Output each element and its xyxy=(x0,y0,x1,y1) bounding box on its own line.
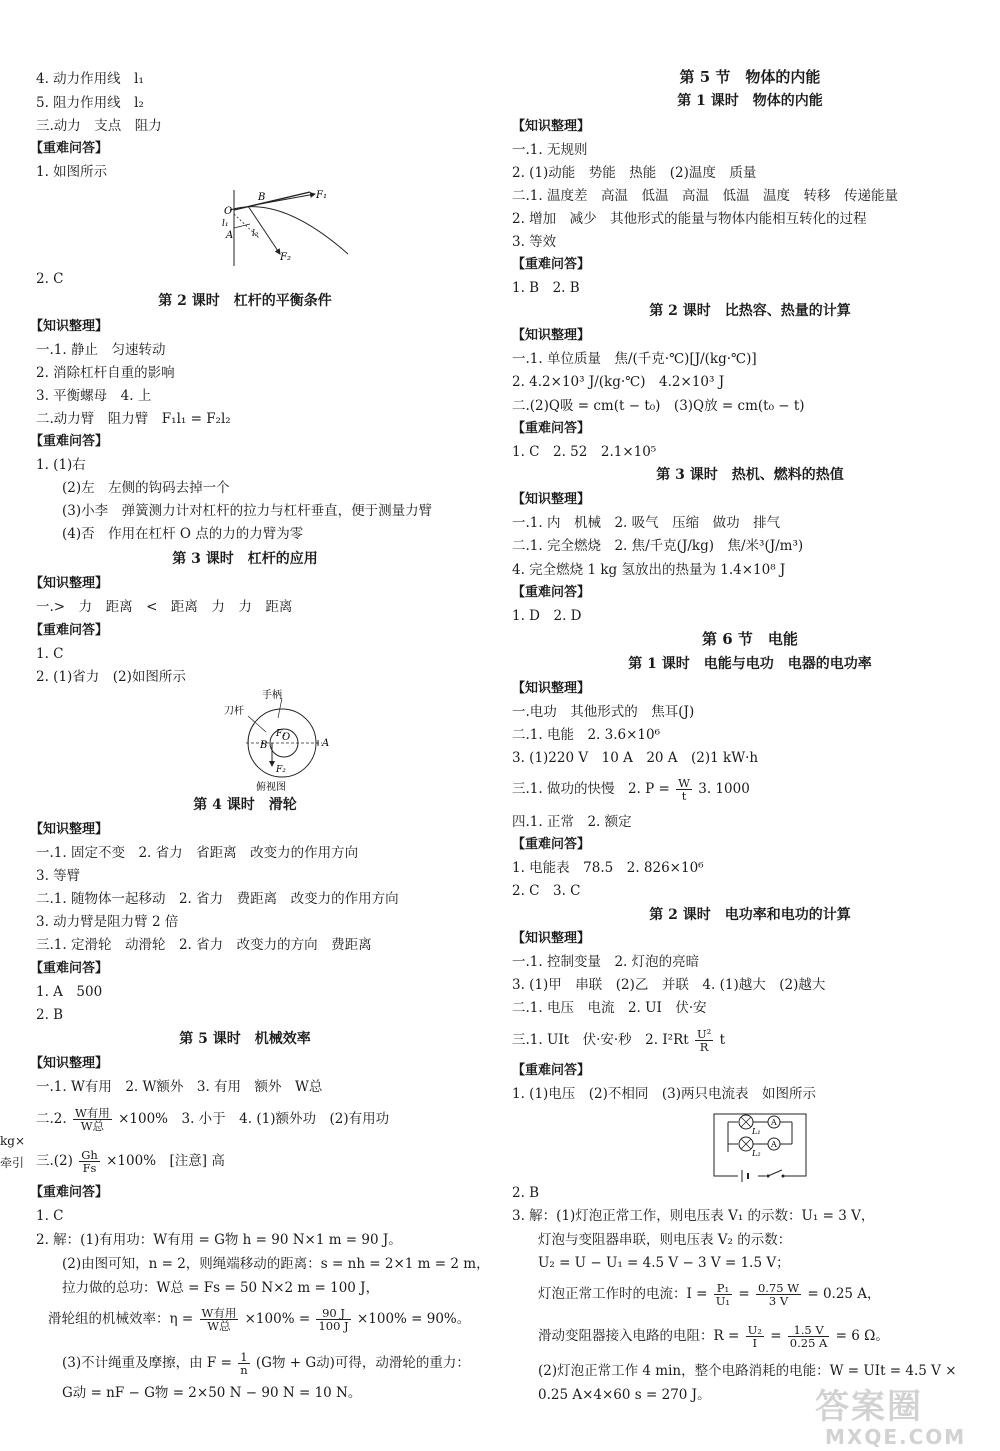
text-line: 3. 动力臂是阻力臂 2 倍 xyxy=(36,914,179,930)
text-line: 1. C 2. 52 2.1×10⁵ xyxy=(512,444,657,460)
text-line: 拉力做的总功：W总 = Fs = 50 N×2 m = 100 J， xyxy=(62,1280,380,1296)
text-line: (2)灯泡正常工作 4 min，整个电路消耗的电能：W = UIt = 4.5 V × xyxy=(538,1363,957,1379)
text-line: 二.1. 随物体一起移动 2. 省力 费距离 改变力的作用方向 xyxy=(36,891,399,907)
text-line: 一.1. 控制变量 2. 灯泡的亮暗 xyxy=(512,954,700,970)
section-label: 【重难问答】 xyxy=(512,837,591,852)
parallel-circuit-diagram xyxy=(708,1108,812,1182)
text-line: 1. C xyxy=(36,646,64,662)
label-o: O xyxy=(282,732,291,743)
text-line: (3)小李 弹簧测力计对杠杆的拉力与杠杆垂直，便于测量力臂 xyxy=(62,503,433,519)
lesson-title: 第 5 课时 机械效率 xyxy=(179,1031,311,1047)
text-line: 三.动力 支点 阻力 xyxy=(36,118,162,134)
text-line: 1. 如图所示 xyxy=(36,164,108,180)
text-line: 2. 4.2×10³ J/(kg·℃) 4.2×10³ J xyxy=(512,374,725,390)
text-line: 一.1. W有用 2. W额外 3. 有用 额外 W总 xyxy=(36,1079,323,1095)
lesson-title: 第 1 课时 物体的内能 xyxy=(677,93,823,109)
label-a: A xyxy=(322,738,330,749)
text-line: 1. A 500 xyxy=(36,984,103,1000)
section-label: 【知识整理】 xyxy=(30,1056,109,1071)
text-line: 3. (1)220 V 10 A 20 A (2)1 kW·h xyxy=(512,750,759,766)
lesson-title: 第 2 课时 电功率和电功的计算 xyxy=(649,907,851,923)
text-line: 4. 动力作用线 l₁ xyxy=(36,71,144,87)
text-line: 3. (1)甲 串联 (2)乙 并联 4. (1)越大 (2)越大 xyxy=(512,977,826,993)
formula-line: 滑轮组的机械效率：η = $\frac{\text{W有用}}{\text{W总}}$ ×100% = $\frac{90 J}{100 J}$ ×100% = 90%。 xyxy=(48,1306,471,1333)
cropped-edge-text: kg× 牵引 xyxy=(0,1134,26,1170)
text-line: G动 = nF − G物 = 2×50 N − 90 N = 10 N。 xyxy=(62,1385,362,1401)
fraction: $\frac{90 J}{100 J}$ xyxy=(318,1306,349,1333)
label-f2: F₂ xyxy=(276,765,286,775)
section-label: 【重难问答】 xyxy=(30,434,109,449)
text-line: 二.(2)Q吸 = cm(t − t₀) (3)Q放 = cm(t₀ − t) xyxy=(512,398,805,414)
text-line: 3. 平衡螺母 4. 上 xyxy=(36,388,152,404)
text-line: 1. (1)右 xyxy=(36,457,86,473)
section-label: 【重难问答】 xyxy=(30,141,109,156)
label-l2: l₂ xyxy=(252,229,259,239)
label-l2: L₂ xyxy=(752,1149,761,1158)
text-line: 2. 解：(1)有用功：W有用 = G物 h = 90 N×1 m = 90 J。 xyxy=(36,1232,402,1248)
lesson-title: 第 2 课时 杠杆的平衡条件 xyxy=(158,293,332,309)
label-handle: 手柄 xyxy=(262,690,282,701)
text-line: 2. 消除杠杆自重的影响 xyxy=(36,365,175,381)
section-label: 【知识整理】 xyxy=(30,319,109,334)
text-line: 4. 完全燃烧 1 kg 氢放出的热量为 1.4×10⁸ J xyxy=(512,562,786,578)
label-top-view: 俯视图 xyxy=(256,782,286,792)
text-line: 3. 等效 xyxy=(512,234,557,250)
fraction: $\frac{Gh}{Fs}$ xyxy=(81,1148,98,1175)
text-line: 二.动力臂 阻力臂 F₁l₁ = F₂l₂ xyxy=(36,411,231,427)
section-label: 【知识整理】 xyxy=(512,931,591,946)
section-label: 【知识整理】 xyxy=(512,119,591,134)
text-line: 1. (1)电压 (2)不相同 (3)两只电流表 如图所示 xyxy=(512,1086,817,1102)
section-label: 【重难问答】 xyxy=(512,585,591,600)
section-label: 【重难问答】 xyxy=(30,1185,109,1200)
section-label: 【重难问答】 xyxy=(512,421,591,436)
text-line: 一.电功 其他形式的 焦耳(J) xyxy=(512,704,695,720)
fraction: $\frac{1}{n}$ xyxy=(240,1350,248,1377)
label-f1: F₁ xyxy=(316,190,327,201)
text-line: 二.1. 完全燃烧 2. 焦/千克(J/kg) 焦/米³(J/m³) xyxy=(512,538,804,554)
fraction: $\frac{W}{t}$ xyxy=(678,776,690,803)
section-label: 【重难问答】 xyxy=(512,257,591,272)
fraction: $\frac{0.75 W}{3 V}$ xyxy=(757,1281,800,1308)
text-line: 2. B xyxy=(36,1007,64,1023)
lesson-title: 第 2 课时 比热容、热量的计算 xyxy=(649,303,851,319)
text-line: (2)左 左侧的钩码去掉一个 xyxy=(62,480,230,496)
formula-line: 灯泡正常工作时的电流：I = $\frac{\text{P₁}}{\text{U₁}}$ = $\frac{0.75 W}{3 V}$ = 0.25 A， xyxy=(538,1281,881,1308)
section-label: 【重难问答】 xyxy=(30,623,109,638)
text-line: U₂ = U − U₁ = 4.5 V − 3 V = 1.5 V； xyxy=(538,1255,790,1271)
section-title: 第 6 节 电能 xyxy=(702,630,798,648)
formula-line: 三.1. UIt 伏·安·秒 2. I²Rt $\frac{\text{U²}}{R}$ t xyxy=(512,1027,726,1054)
text-line: 2. (1)动能 势能 热能 (2)温度 质量 xyxy=(512,165,757,181)
text-line: 二.1. 电压 电流 2. UI 伏·安 xyxy=(512,1000,707,1016)
ammeter-1-label: A xyxy=(771,1118,777,1127)
text-line: 二.1. 温度差 高温 低温 高温 低温 温度 转移 传递能量 xyxy=(512,188,898,204)
section-label: 【知识整理】 xyxy=(512,681,591,696)
section-label: 【知识整理】 xyxy=(30,822,109,837)
text-line: 一.1. 单位质量 焦/(千克·℃)[J/(kg·℃)] xyxy=(512,351,757,367)
formula-line: (3)不计绳重及摩擦，由 F = $\frac{1}{n}$ (G物 + G动)可得，动滑轮的重力： xyxy=(62,1350,470,1377)
text-line: 2. 增加 减少 其他形式的能量与物体内能相互转化的过程 xyxy=(512,211,867,227)
label-a: A xyxy=(226,230,234,241)
formula-line: 滑动变阻器接入电路的电阻：R = $\frac{\text{U₂}}{I}$ = $\frac{1.5 V}{0.25 A}$ = 6 Ω。 xyxy=(538,1323,889,1350)
lever-force-diagram xyxy=(220,184,350,266)
text-line: 5. 阻力作用线 l₂ xyxy=(36,95,144,111)
section-label: 【知识整理】 xyxy=(30,576,109,591)
section-label: 【知识整理】 xyxy=(512,492,591,507)
text-line: 2. B xyxy=(512,1185,540,1201)
site-watermark: 答案圈 MXQE.COM xyxy=(815,1387,967,1449)
ammeter-2-label: A xyxy=(771,1140,777,1149)
formula-line: 三.(2) $\frac{Gh}{Fs}$ ×100% [注意] 高 xyxy=(36,1148,225,1175)
text-line: 2. C xyxy=(36,271,64,287)
text-line: 3. 解：(1)灯泡正常工作，则电压表 V₁ 的示数：U₁ = 3 V， xyxy=(512,1208,875,1224)
text-line: 一.1. 内 机械 2. 吸气 压缩 做功 排气 xyxy=(512,515,781,531)
label-l1: l₁ xyxy=(222,219,229,229)
lesson-title: 第 3 课时 杠杆的应用 xyxy=(172,551,318,567)
section-label: 【重难问答】 xyxy=(512,1063,591,1078)
fraction: $\frac{\text{U₂}}{I}$ xyxy=(747,1323,762,1350)
text-line: 2. C 3. C xyxy=(512,883,581,899)
formula-line: 三.1. 做功的快慢 2. P = $\frac{W}{t}$ 3. 1000 xyxy=(512,776,750,803)
text-line: 3. 等臂 xyxy=(36,868,81,884)
text-line: 灯泡与变阻器串联，则电压表 V₂ 的示数： xyxy=(538,1232,792,1248)
label-o: O xyxy=(224,206,233,217)
text-line: 一.> 力 距离 < 距离 力 力 距离 xyxy=(36,599,293,615)
text-line: (4)否 作用在杠杆 O 点的力的力臂为零 xyxy=(62,526,304,542)
text-line: (2)由图可知，n = 2，则绳端移动的距离：s = nh = 2×1 m = 2 m， xyxy=(62,1256,490,1272)
text-line: 一.1. 静止 匀速转动 xyxy=(36,342,166,358)
text-line: 1. C xyxy=(36,1208,64,1224)
text-line: 1. 电能表 78.5 2. 826×10⁶ xyxy=(512,860,704,876)
lesson-title: 第 4 课时 滑轮 xyxy=(193,797,297,813)
lesson-title: 第 3 课时 热机、燃料的热值 xyxy=(656,467,844,483)
text-line: 0.25 A×4×60 s = 270 J。 xyxy=(538,1387,711,1403)
text-line: 四.1. 正常 2. 额定 xyxy=(512,814,632,830)
label-f2: F₂ xyxy=(280,252,291,263)
text-line: 2. (1)省力 (2)如图所示 xyxy=(36,669,186,685)
lesson-title: 第 1 课时 电能与电功 电器的电功率 xyxy=(628,656,872,672)
text-line: 1. D 2. D xyxy=(512,608,582,624)
text-line: 三.1. 定滑轮 动滑轮 2. 省力 改变力的方向 费距离 xyxy=(36,937,372,953)
section-label: 【知识整理】 xyxy=(512,328,591,343)
fraction: $\frac{\text{U²}}{R}$ xyxy=(696,1027,712,1054)
label-blade: 刀杆 xyxy=(224,706,244,717)
label-l1: L₁ xyxy=(752,1127,761,1136)
section-label: 【重难问答】 xyxy=(30,961,109,976)
label-f1: F₁ xyxy=(276,729,286,739)
text-line: 1. B 2. B xyxy=(512,280,580,296)
text-line: 二.1. 电能 2. 3.6×10⁶ xyxy=(512,727,661,743)
section-title: 第 5 节 物体的内能 xyxy=(679,68,821,86)
label-b: B xyxy=(260,740,268,751)
text-line: 一.1. 固定不变 2. 省力 省距离 改变力的作用方向 xyxy=(36,845,359,861)
fraction: $\frac{\text{P₁}}{\text{U₁}}$ xyxy=(715,1281,731,1308)
fraction: $\frac{\text{W有用}}{\text{W总}}$ xyxy=(201,1306,237,1333)
label-b: B xyxy=(258,192,266,203)
clipper-top-view-diagram xyxy=(222,688,342,792)
text-line: 一.1. 无规则 xyxy=(512,142,588,158)
formula-line: 二.2. $\frac{\text{W有用}}{\text{W总}}$ ×100% 3. 小于 4. (1)额外功 (2)有用功 xyxy=(36,1106,390,1133)
fraction: $\frac{\text{W有用}}{\text{W总}}$ xyxy=(74,1106,110,1133)
fraction: $\frac{1.5 V}{0.25 A}$ xyxy=(789,1323,828,1350)
